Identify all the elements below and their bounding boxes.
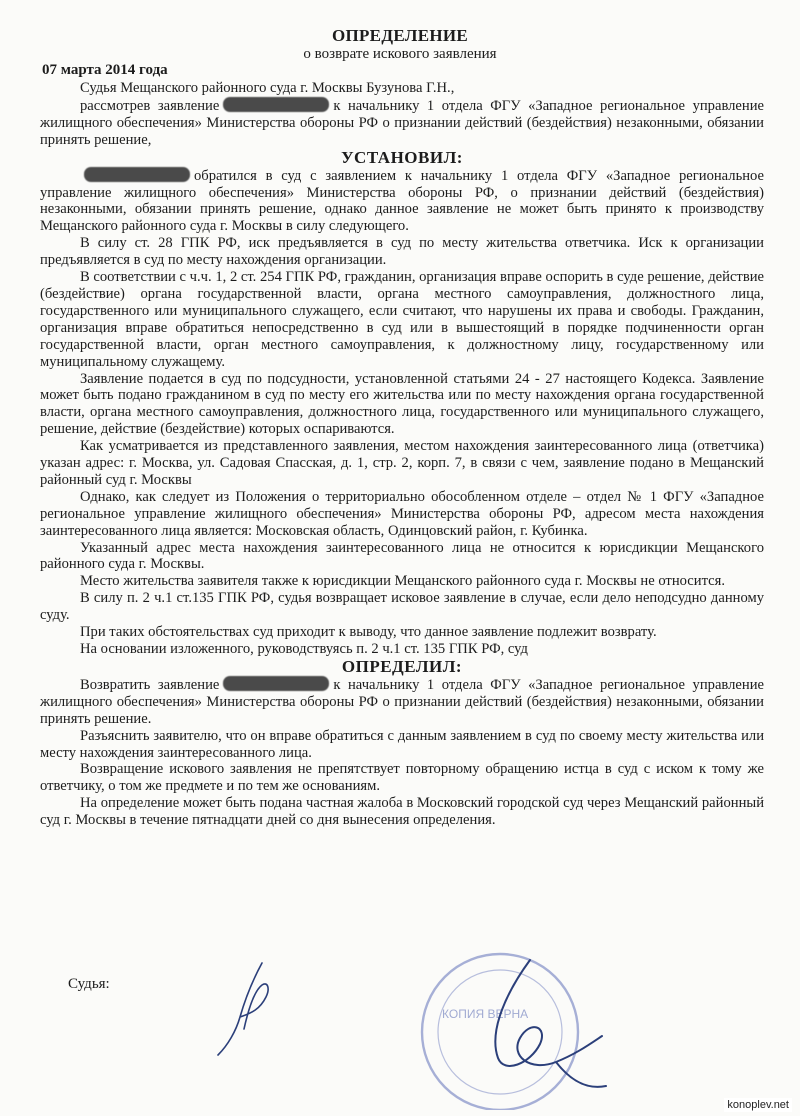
intro-considered: рассмотрев заявление к начальнику 1 отдела ФГУ «Западное региональное управление жилищного обеспечения» Министерства обороны РФ о признании действий (бездействия) незаконными, обязании принять решение,: [40, 97, 764, 148]
document-title: ОПРЕДЕЛЕНИЕ: [331, 26, 469, 45]
redacted-name: [223, 676, 329, 691]
established-paragraph: Однако, как следует из Положения о территориально обособленном отделе – отдел № 1 ФГУ «Западное региональное управление жилищного обеспечения» Министерства обороны РФ, адресом места нахождения заинтересованного лица является: Московская область, Одинцовский район, г. Кубинка.: [40, 488, 764, 539]
redacted-name: [223, 97, 329, 112]
svg-text:КОПИЯ ВЕРНА: КОПИЯ ВЕРНА: [442, 1007, 529, 1021]
section-heading-ruled: ОПРЕДЕЛИЛ:: [341, 656, 463, 676]
judge-signature-label: Судья:: [68, 976, 110, 992]
document-subtitle: о возврате искового заявления: [303, 46, 497, 62]
established-paragraph: В силу п. 2 ч.1 ст.135 ГПК РФ, судья возвращает исковое заявление в случае, если дело неподсудно данному суду.: [40, 590, 764, 624]
judge-signature: [200, 955, 310, 1065]
document-date: 07 марта 2014 года: [42, 62, 168, 78]
redacted-name: [84, 167, 190, 182]
ruled-paragraph: Возвращение искового заявления не препятствует повторному обращению истца в суд с иском к тому же ответчику, о том же предмете и по тем же основаниям.: [40, 761, 764, 795]
ruled-paragraph: Возвратить заявление к начальнику 1 отдела ФГУ «Западное региональное управление жилищного обеспечения» Министерства обороны РФ о признании действий (бездействия) незаконными, обязании принять решение.: [40, 676, 764, 727]
established-paragraph: Заявление подается в суд по подсудности, установленной статьями 24 - 27 настоящего Кодекса. Заявление может быть подано гражданином в суд по месту его жительства или по месту нахождения органа государственной власти, органа местного самоуправления, должностного лица, государственного или муниципального служащего, решение, действие (бездействие) которых оспариваются.: [40, 370, 764, 438]
ruled-paragraph: На определение может быть подана частная жалоба в Московский городской суд через Мещанский районный суд г. Москвы в течение пятнадцати дней со дня вынесения определения.: [40, 795, 764, 829]
established-paragraph: В соответствии с ч.ч. 1, 2 ст. 254 ГПК РФ, гражданин, организация вправе оспорить в суде решение, действие (бездействие) органа государственной власти, органа местного самоуправления, должностного лица, государственного или муниципального служащего, если считают, что нарушены их права и свободы. Гражданин, организация вправе обратиться непосредственно в суд или в вышестоящий в порядке подчиненности орган государственной власти, орган местного самоуправления, к должностному лицу, государственному или муниципальному служащему.: [40, 269, 764, 370]
document-body: [40, 80, 764, 829]
established-paragraph: На основании изложенного, руководствуясь п. 2 ч.1 ст. 135 ГПК РФ, суд: [80, 641, 528, 657]
established-paragraph: В силу ст. 28 ГПК РФ, иск предъявляется в суд по месту жительства ответчика. Иск к организации предъявляется в суд по месту нахождения организации.: [40, 235, 764, 269]
watermark-site: konoplev.net: [724, 1098, 792, 1112]
court-stamp: [380, 940, 640, 1110]
intro-judge: Судья Мещанского районного суда г. Москвы Бузунова Г.Н.,: [80, 80, 455, 96]
ruled-paragraph: Разъяснить заявителю, что он вправе обратиться с данным заявлением в суд по своему месту жительства или месту нахождения заинтересованного лица.: [40, 727, 764, 761]
established-paragraph: Место жительства заявителя также к юрисдикции Мещанского районного суда г. Москвы не относится.: [80, 573, 725, 590]
established-paragraph: обратился в суд с заявлением к начальнику 1 отдела ФГУ «Западное региональное управление жилищного обеспечения» Министерства обороны РФ, о признании действий (бездействия) незаконными, обязании принять решение, однако данное заявление не может быть принято к производству Мещанского районного суда г. Москвы в силу следующего.: [40, 167, 764, 235]
established-paragraph: При таких обстоятельствах суд приходит к выводу, что данное заявление подлежит возврату.: [80, 624, 657, 641]
established-paragraph: Указанный адрес места нахождения заинтересованного лица не относится к юрисдикции Мещанского районного суда г. Москвы.: [40, 539, 764, 573]
section-heading-established: УСТАНОВИЛ:: [341, 147, 463, 167]
established-paragraph: Как усматривается из представленного заявления, местом нахождения заинтересованного лица (ответчика) указан адрес: г. Москва, ул. Садовая Спасская, д. 1, стр. 2, корп. 7, в связи с чем, заявление подано в Мещанский районный суд г. Москвы: [40, 438, 764, 488]
